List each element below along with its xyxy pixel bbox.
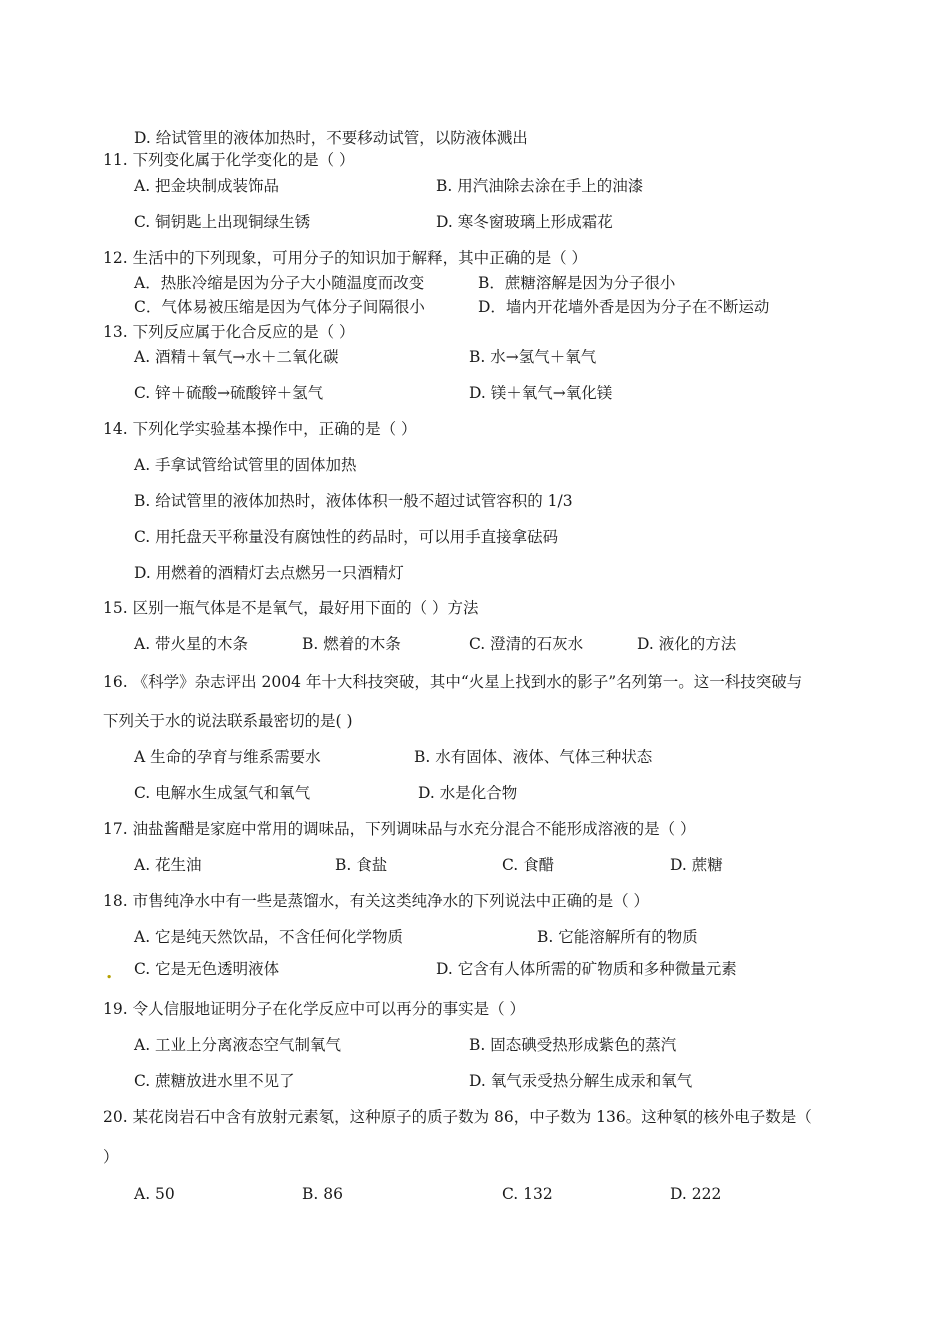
q20-stem: 20. 某花岗岩石中含有放射元素氡，这种原子的质子数为 86，中子数为 136。这种氡的核外电子数是（ [103, 1108, 812, 1126]
q11-stem: 11. 下列变化属于化学变化的是（ ） [103, 151, 355, 169]
q18-option-d: D. 它含有人体所需的矿物质和多种微量元素 [436, 960, 737, 978]
q10-option-d: D. 给试管里的液体加热时，不要移动试管，以防液体溅出 [134, 129, 528, 147]
q16-option-b: B. 水有固体、液体、气体三种状态 [414, 748, 653, 766]
q19-option-a: A. 工业上分离液态空气制氧气 [134, 1036, 342, 1054]
q16-stem-continued: 下列关于水的说法联系最密切的是( ) [103, 712, 353, 730]
q15-stem: 15. 区别一瓶气体是不是氧气，最好用下面的（ ）方法 [103, 599, 479, 617]
q20-option-b: B. 86 [302, 1185, 343, 1203]
q16-stem: 16. 《科学》杂志评出 2004 年十大科技突破，其中“火星上找到水的影子”名列第一。这一科技突破与 [103, 673, 803, 691]
q19-stem: 19. 令人信服地证明分子在化学反应中可以再分的事实是（ ） [103, 1000, 526, 1018]
q19-option-b: B. 固态碘受热形成紫色的蒸汽 [469, 1036, 677, 1054]
q12-option-a: A．热胀冷缩是因为分子大小随温度而改变 [134, 274, 425, 292]
q19-option-c: C. 蔗糖放进水里不见了 [134, 1072, 295, 1090]
q19-option-d: D. 氧气汞受热分解生成汞和氧气 [469, 1072, 693, 1090]
q15-option-b: B. 燃着的木条 [302, 635, 401, 653]
q12-option-c: C．气体易被压缩是因为气体分子间隔很小 [134, 298, 425, 316]
q14-option-b: B. 给试管里的液体加热时，液体体积一般不超过试管容积的 1/3 [134, 492, 573, 510]
q13-stem: 13. 下列反应属于化合反应的是（ ） [103, 323, 355, 341]
q18-stem: 18. 市售纯净水中有一些是蒸馏水，有关这类纯净水的下列说法中正确的是（ ） [103, 892, 650, 910]
q12-stem: 12. 生活中的下列现象，可用分子的知识加于解释，其中正确的是（ ） [103, 249, 588, 267]
q12-option-d: D．墙内开花墙外香是因为分子在不断运动 [478, 298, 770, 316]
q20-option-a: A. 50 [134, 1185, 175, 1203]
q16-option-c: C. 电解水生成氢气和氧气 [134, 784, 311, 802]
q11-option-a: A. 把金块制成装饰品 [134, 177, 280, 195]
q20-stem-continued: ） [103, 1148, 119, 1166]
q16-option-d: D. 水是化合物 [418, 784, 518, 802]
q14-option-c: C. 用托盘天平称量没有腐蚀性的药品时，可以用手直接拿砝码 [134, 528, 559, 546]
q18-option-b: B. 它能溶解所有的物质 [537, 928, 698, 946]
q17-option-a: A. 花生油 [134, 856, 202, 874]
q14-option-d: D. 用燃着的酒精灯去点燃另一只酒精灯 [134, 564, 404, 582]
q17-stem: 17. 油盐酱醋是家庭中常用的调味品，下列调味品与水充分混合不能形成溶液的是（ ） [103, 820, 696, 838]
q15-option-d: D. 液化的方法 [637, 635, 737, 653]
q12-option-b: B．蔗糖溶解是因为分子很小 [478, 274, 676, 292]
q14-option-a: A. 手拿试管给试管里的固体加热 [134, 456, 357, 474]
q13-option-a: A. 酒精＋氧气→水＋二氧化碳 [134, 348, 339, 366]
stray-dot: . [106, 962, 113, 983]
q17-option-b: B. 食盐 [335, 856, 388, 874]
q11-option-d: D. 寒冬窗玻璃上形成霜花 [436, 213, 613, 231]
q17-option-d: D. 蔗糖 [670, 856, 723, 874]
q13-option-d: D. 镁＋氧气→氧化镁 [469, 384, 613, 402]
q11-option-c: C. 铜钥匙上出现铜绿生锈 [134, 213, 311, 231]
q13-option-b: B. 水→氢气＋氧气 [469, 348, 597, 366]
q20-option-d: D. 222 [670, 1185, 722, 1203]
q16-option-a: A 生命的孕育与维系需要水 [134, 748, 321, 766]
q17-option-c: C. 食醋 [502, 856, 555, 874]
q14-stem: 14. 下列化学实验基本操作中，正确的是（ ） [103, 420, 417, 438]
q15-option-c: C. 澄清的石灰水 [469, 635, 584, 653]
q13-option-c: C. 锌＋硫酸→硫酸锌＋氢气 [134, 384, 324, 402]
q18-option-c: C. 它是无色透明液体 [134, 960, 280, 978]
q18-option-a: A. 它是纯天然饮品，不含任何化学物质 [134, 928, 404, 946]
q11-option-b: B. 用汽油除去涂在手上的油漆 [436, 177, 644, 195]
q15-option-a: A. 带火星的木条 [134, 635, 249, 653]
q20-option-c: C. 132 [502, 1185, 553, 1203]
